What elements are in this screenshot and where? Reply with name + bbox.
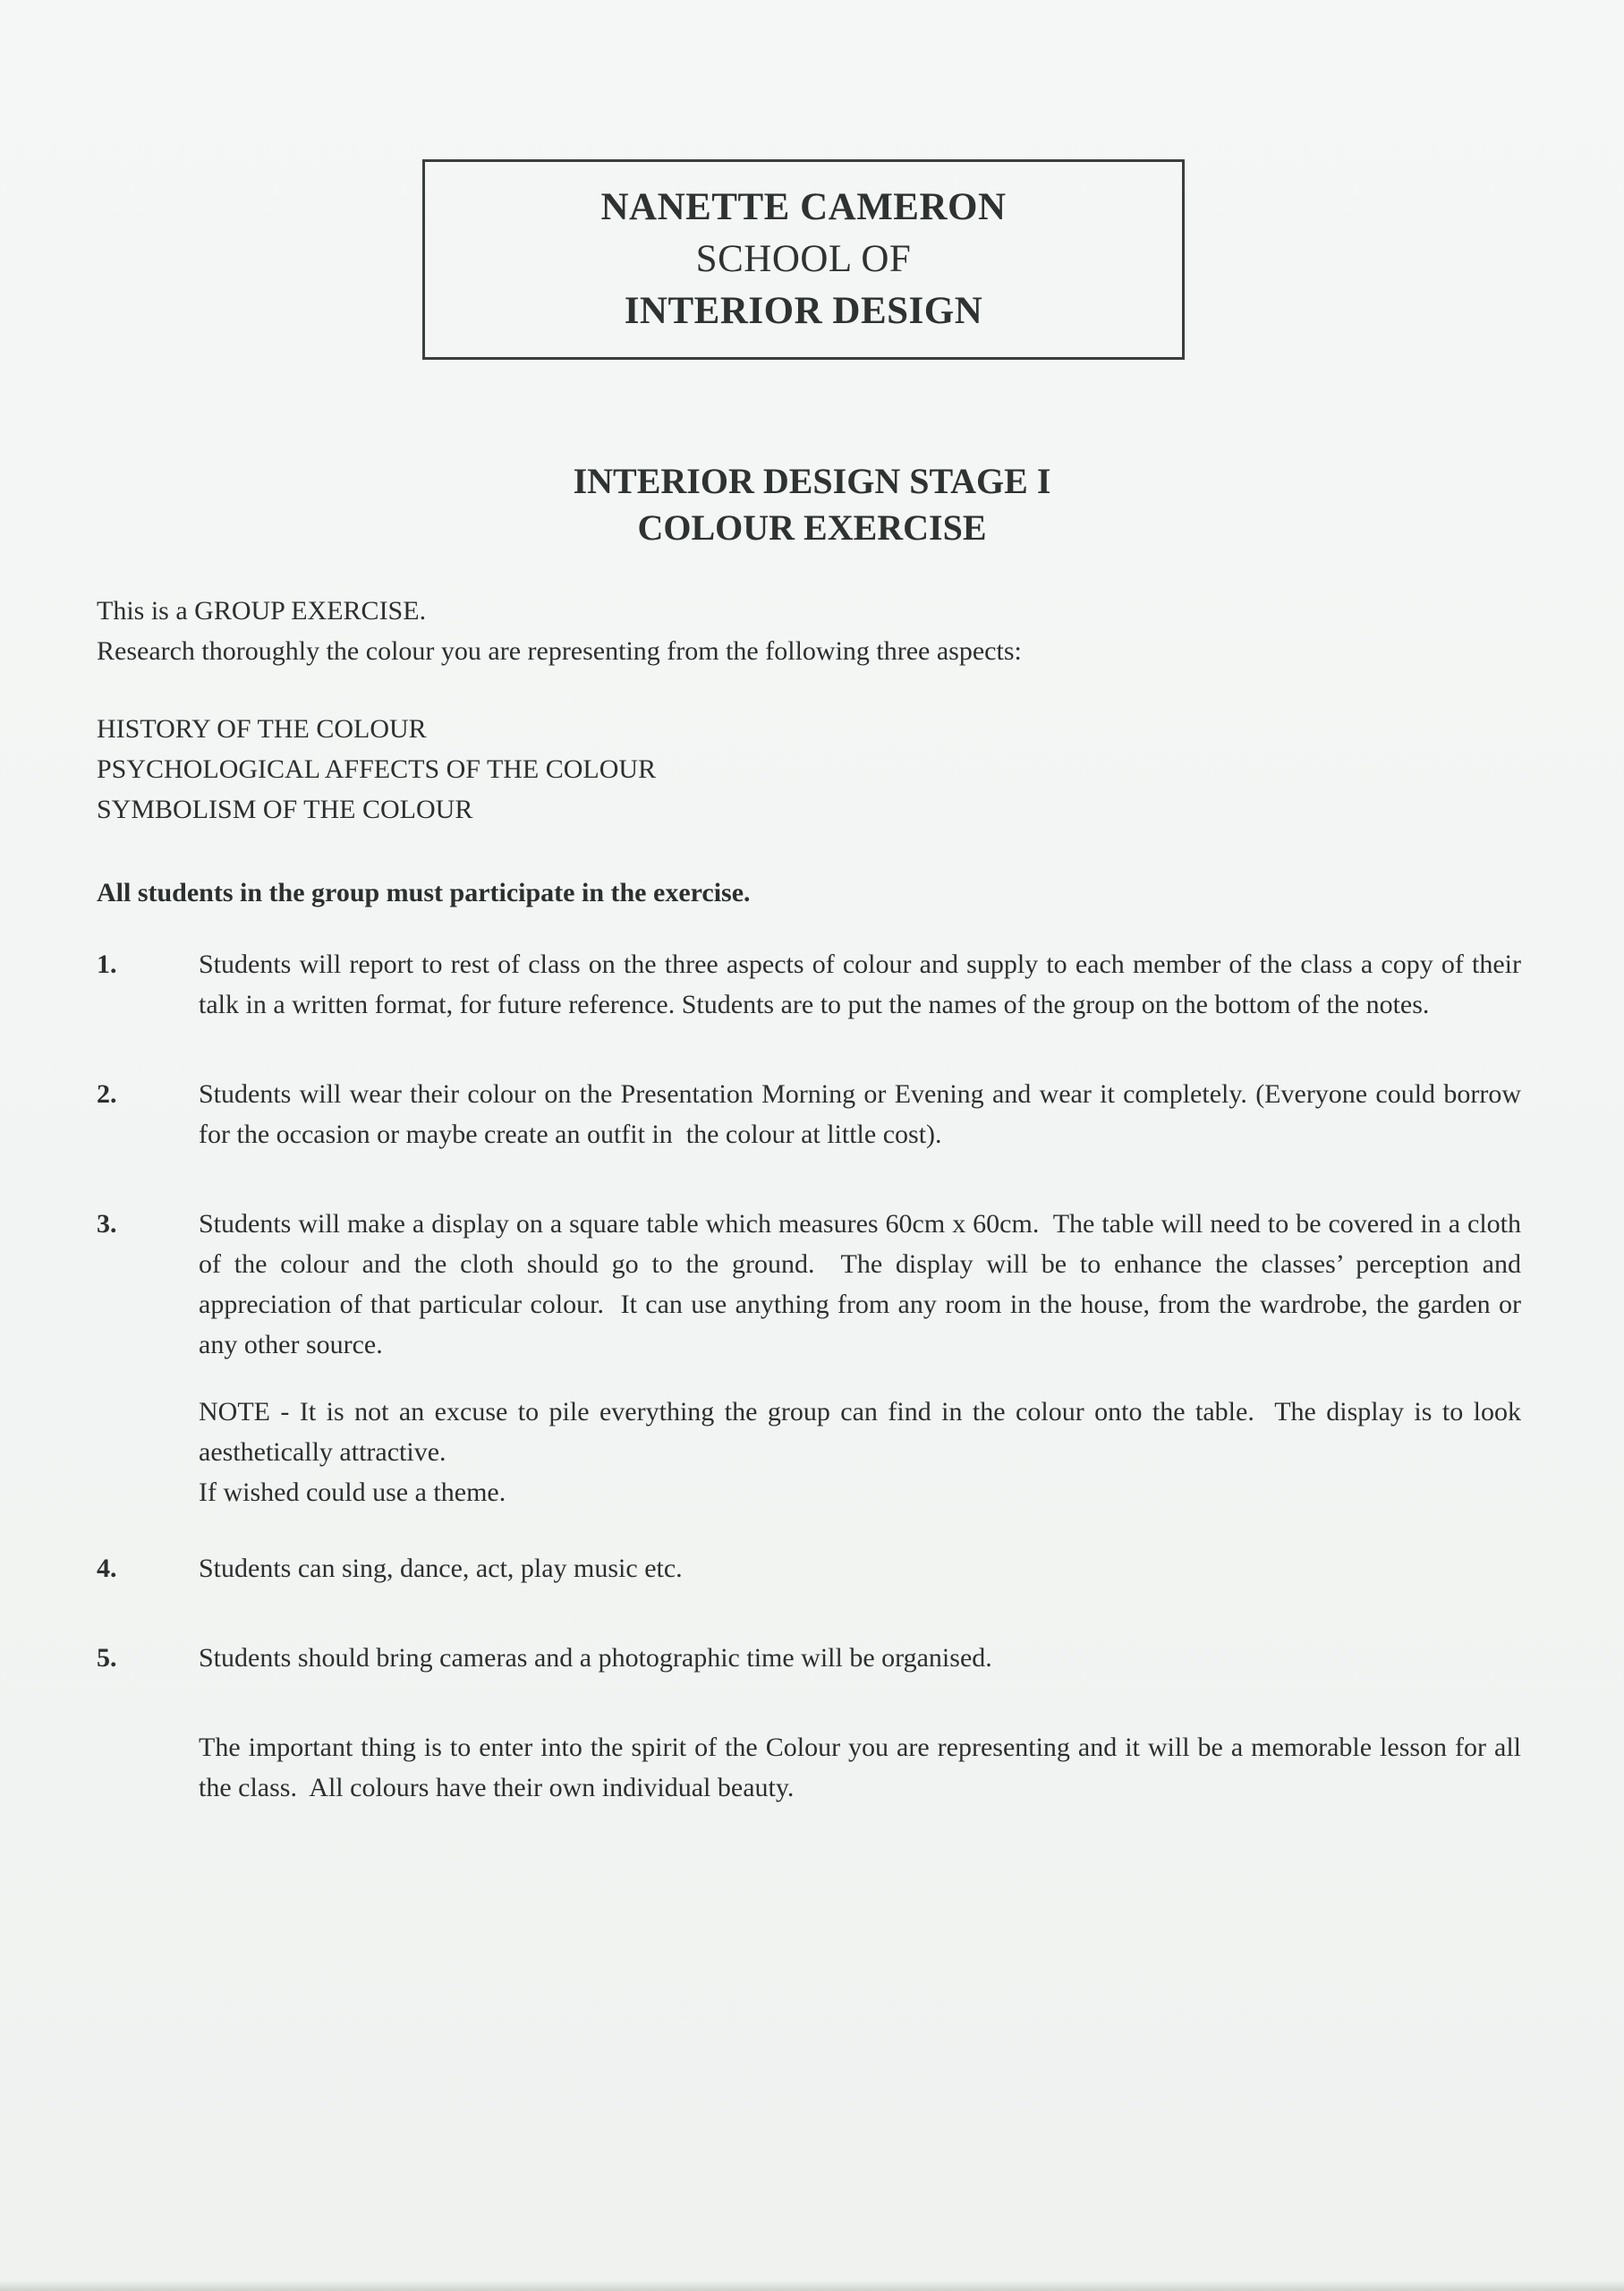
item-number: 2. <box>97 1079 117 1109</box>
item-number: 1. <box>97 950 117 979</box>
document-body <box>97 591 1521 1808</box>
list-item <box>97 1638 1521 1678</box>
aspects-list <box>97 709 1521 830</box>
participation-statement: All students in the group must participate in the exercise. <box>97 878 751 907</box>
note-text: NOTE - It is not an excuse to pile everything the group can find in the colour onto the table. The display is to look aesthetically attractive. <box>199 1397 1521 1467</box>
aspect-history: HISTORY OF THE COLOUR <box>97 714 427 744</box>
item-text: Students will wear their colour on the Presentation Morning or Evening and wear it completely. (Everyone could borrow for the occasion or maybe create an outfit in the colour at little cost). <box>199 1079 1521 1149</box>
list-item <box>97 944 1521 1025</box>
item-number: 4. <box>97 1554 117 1583</box>
item-text: Students should bring cameras and a photographic time will be organised. <box>199 1643 992 1673</box>
intro-line1: This is a GROUP EXERCISE. <box>97 596 427 626</box>
aspect-psychological: PSYCHOLOGICAL AFFECTS OF THE COLOUR <box>97 754 657 784</box>
intro-paragraph <box>97 591 1521 671</box>
item-number: 3. <box>97 1209 117 1239</box>
document-title <box>0 458 1624 551</box>
item-number: 5. <box>97 1643 117 1673</box>
list-item <box>97 1548 1521 1588</box>
school-name-box <box>422 159 1185 360</box>
scan-bottom-edge <box>0 2280 1624 2291</box>
list-item <box>97 1074 1521 1154</box>
item-text: Students can sing, dance, act, play music etc. <box>199 1554 683 1583</box>
document-title-line1: INTERIOR DESIGN STAGE I <box>573 461 1051 501</box>
document-title-line2: COLOUR EXERCISE <box>637 507 987 548</box>
aspect-symbolism: SYMBOLISM OF THE COLOUR <box>97 795 473 824</box>
school-name-line3: INTERIOR DESIGN <box>624 290 983 332</box>
note-theme-line: If wished could use a theme. <box>199 1478 506 1507</box>
item-text: Students will make a display on a square table which measures 60cm x 60cm. The table will need to be covered in a cloth of the colour and the cloth should go to the ground. The display will be to enhance the classes’ perception and appreciation of that particular colour. It can use anything from any room in the house, from the wardrobe, the garden or any other source. <box>199 1209 1521 1359</box>
school-name-line1: NANETTE CAMERON <box>600 186 1007 228</box>
intro-line2: Research thoroughly the colour you are representing from the following three aspects: <box>97 636 1022 666</box>
note-paragraph <box>199 1392 1521 1512</box>
item-text: Students will report to rest of class on the three aspects of colour and supply to each member of the class a copy of their talk in a written format, for future reference. Students are to put the names of the group on the bottom of the notes. <box>199 950 1521 1019</box>
school-name-line2: SCHOOL OF <box>695 238 912 280</box>
list-item <box>97 1204 1521 1365</box>
closing-paragraph: The important thing is to enter into the spirit of the Colour you are representing and it will be a memorable lesson for all the class. All colours have their own individual beauty. <box>199 1733 1521 1802</box>
